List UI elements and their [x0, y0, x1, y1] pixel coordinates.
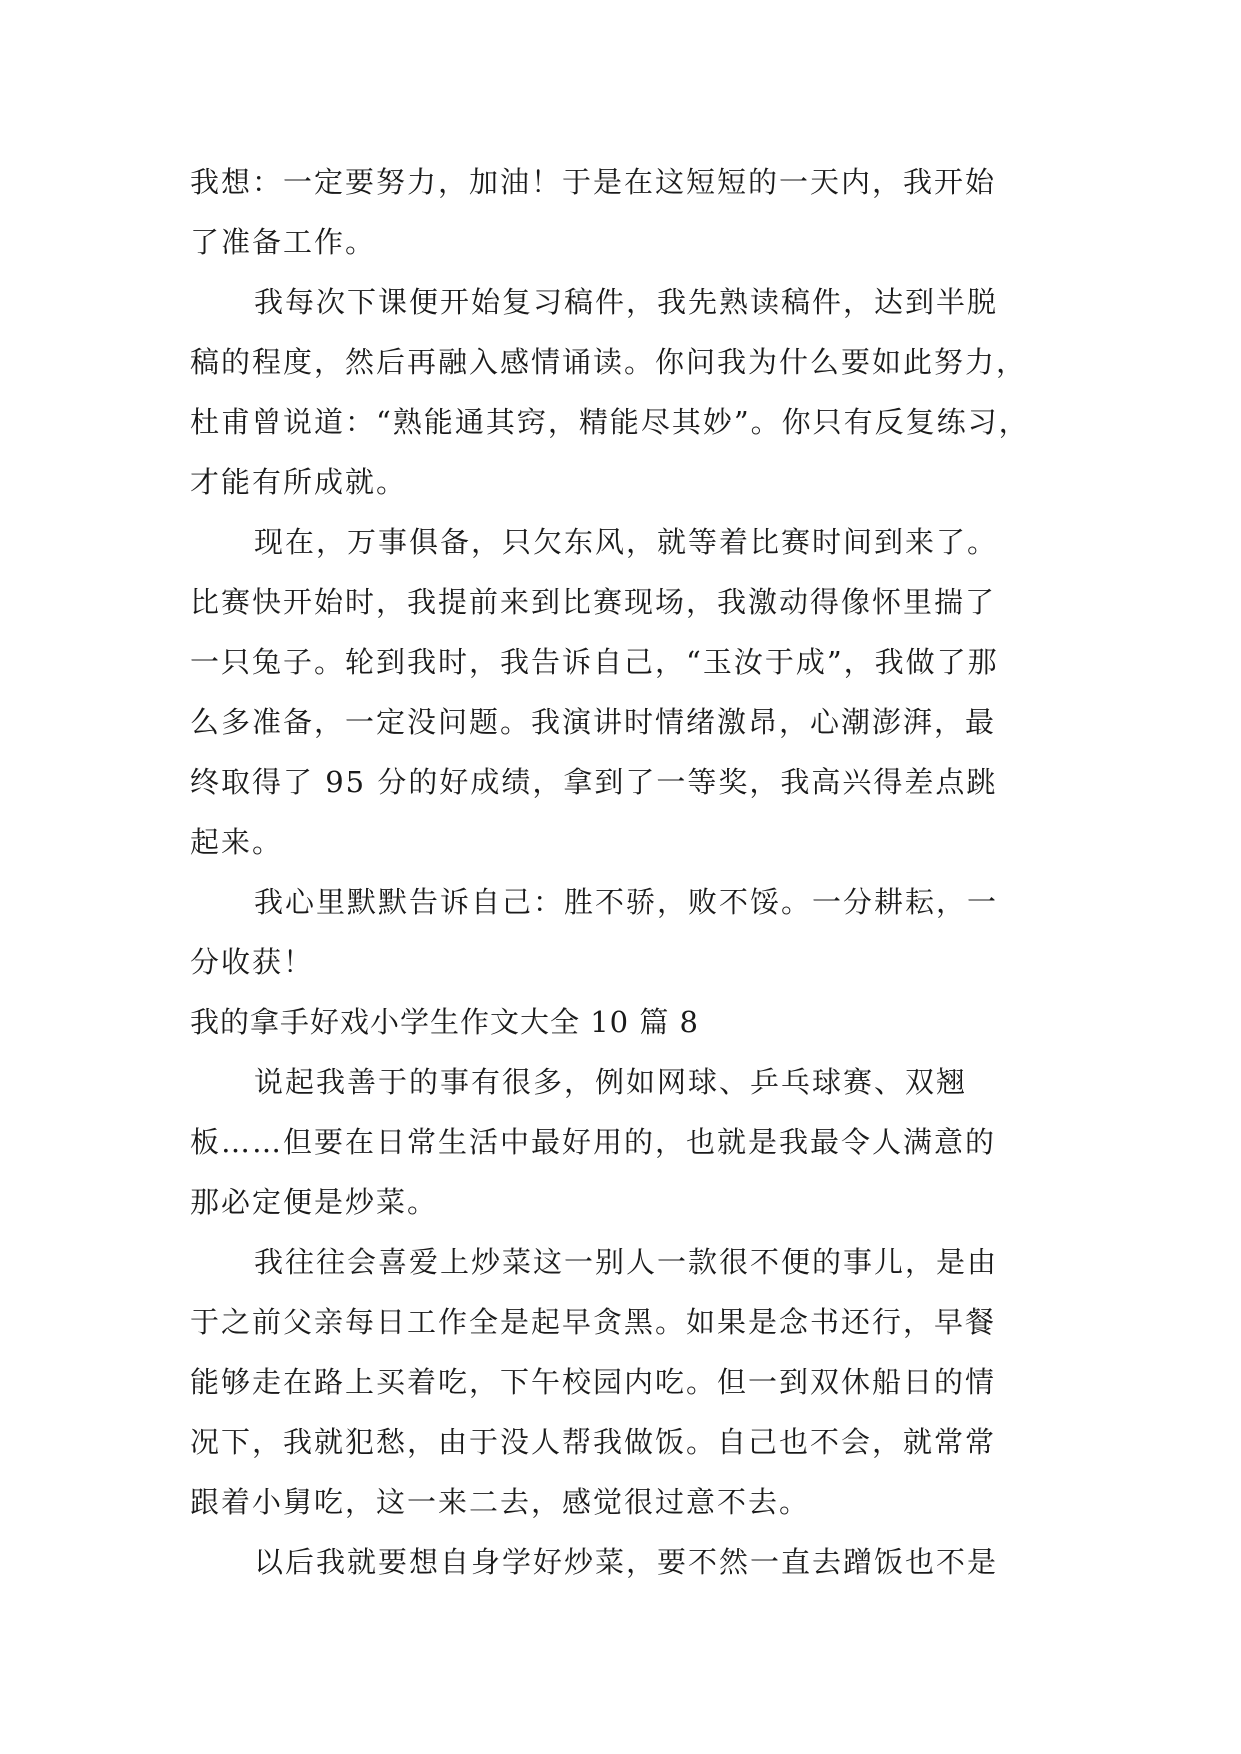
document-body: [190, 152, 1070, 1592]
paragraph: [190, 152, 1070, 272]
text-line: 板……但要在日常生活中最好用的，也就是我最令人满意的: [190, 1125, 997, 1159]
text-line: 么多准备，一定没问题。我演讲时情绪激昂，心潮澎湃，最: [190, 705, 997, 739]
text-line: 我想：一定要努力，加油！于是在这短短的一天内，我开始: [190, 165, 997, 199]
paragraph: [190, 1232, 1070, 1532]
paragraph: [190, 272, 1070, 512]
text-line: 那必定便是炒菜。: [190, 1185, 439, 1219]
text-line: 起来。: [190, 825, 284, 859]
text-line: 比赛快开始时，我提前来到比赛现场，我激动得像怀里揣了: [190, 585, 997, 619]
text-line: 了准备工作。: [190, 225, 377, 259]
text-line: 我心里默默告诉自己：胜不骄，败不馁。一分耕耘，一: [254, 885, 999, 919]
text-line: 才能有所成就。: [190, 465, 408, 499]
text-line: 能够走在路上买着吃，下午校园内吃。但一到双休船日的情: [190, 1365, 997, 1399]
text-line: 于之前父亲每日工作全是起早贪黑。如果是念书还行，早餐: [190, 1305, 997, 1339]
text-line: 我往往会喜爱上炒菜这一别人一款很不便的事儿，是由: [254, 1245, 999, 1279]
paragraph: [190, 872, 1070, 992]
text-line: 以后我就要想自身学好炒菜，要不然一直去蹭饭也不是: [254, 1545, 999, 1579]
section-title: 我的拿手好戏小学生作文大全 10 篇 8: [190, 1005, 700, 1039]
text-line: 终取得了 95 分的好成绩，拿到了一等奖，我高兴得差点跳: [190, 765, 998, 799]
text-line: 况下，我就犯愁，由于没人帮我做饭。自己也不会，就常常: [190, 1425, 997, 1459]
text-line: 我每次下课便开始复习稿件，我先熟读稿件，达到半脱: [254, 285, 999, 319]
paragraph: [190, 512, 1070, 872]
text-line: 分收获！: [190, 945, 315, 979]
text-line: 说起我善于的事有很多，例如网球、乒乓球赛、双翘: [254, 1065, 968, 1099]
section-heading: [190, 992, 1070, 1052]
text-line: 一只兔子。轮到我时，我告诉自己，“玉汝于成”，我做了那: [190, 645, 999, 679]
text-line: 稿的程度，然后再融入感情诵读。你问我为什么要如此努力，: [190, 345, 1028, 379]
text-line: 现在，万事俱备，只欠东风，就等着比赛时间到来了。: [254, 525, 999, 559]
paragraph: [190, 1052, 1070, 1232]
text-line: 跟着小舅吃，这一来二去，感觉很过意不去。: [190, 1485, 811, 1519]
paragraph: [190, 1532, 1070, 1592]
text-line: 杜甫曾说道：“熟能通其窍，精能尽其妙”。你只有反复练习，: [190, 405, 1030, 439]
